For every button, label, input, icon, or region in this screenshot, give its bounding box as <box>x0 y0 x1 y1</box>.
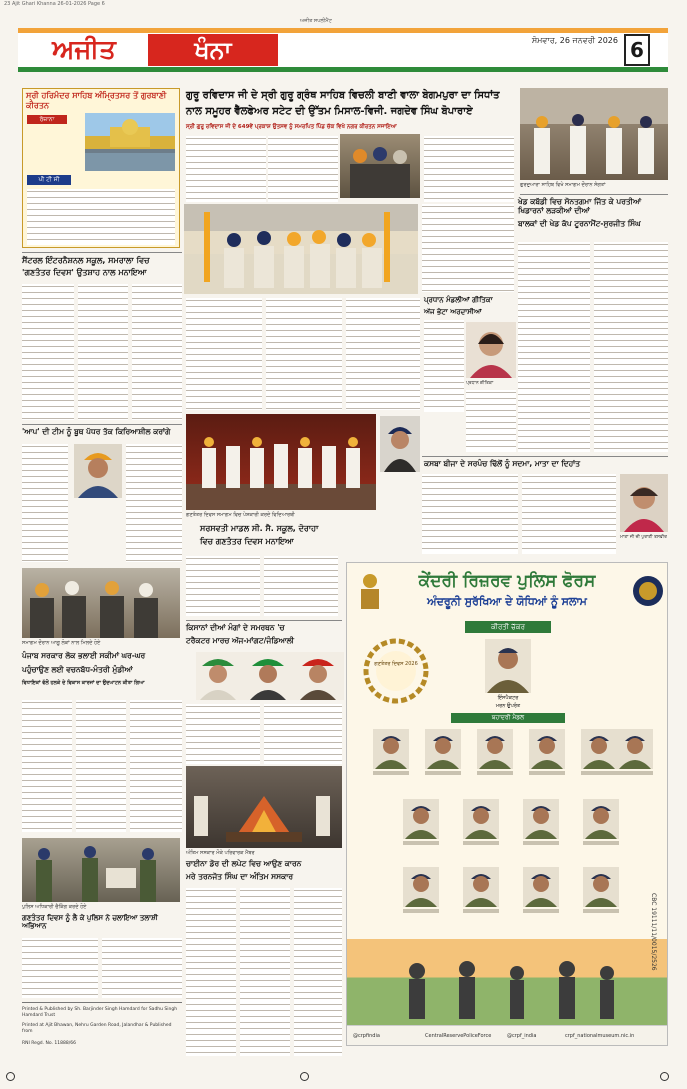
divider-aap <box>22 424 182 425</box>
man-portrait-photo <box>380 416 420 472</box>
officer-grid <box>363 727 653 937</box>
punjab-govt-body-col3 <box>130 700 182 832</box>
imprint-line2: Printed at Ajit Bhawan, Nehru Garden Road, Jalandhar & Published from <box>22 1023 172 1034</box>
cremation-body-col2 <box>240 888 290 1056</box>
lead-body-col1 <box>186 136 266 202</box>
top-officer-portrait <box>485 639 531 693</box>
bottom-left-body-col2 <box>102 938 182 998</box>
top-officer-rank: ਮਰਨ ਉਪਰੰਤ <box>495 703 521 709</box>
divider-school <box>22 252 182 253</box>
lead-headline-line2: ਨਾਲ ਸਮੂਹਰ ਵੈੱਲਫੇਅਰ ਸਟੇਟ ਦੀ ਉੱਤਮ ਮਿਸਾਲ-ਵਿਜੀ. ਜਗਦੇਵ ਸਿੰਘ ਬੋਪਾਰਾਏ <box>186 106 473 117</box>
ad-body-text <box>27 189 175 245</box>
imprint-line3: RNI Regd. No. 11888/66 <box>22 1041 76 1046</box>
punjab-govt-event-photo <box>22 568 180 638</box>
divider-mother <box>422 456 668 457</box>
punjab-govt-body-col1 <box>22 700 72 832</box>
footer-handle-1: @crpfindia <box>353 1033 380 1039</box>
flag-green-stripe <box>18 67 668 72</box>
aap-leader-photo <box>74 444 122 498</box>
crpf-emblem-left <box>355 571 385 611</box>
saraswati-headline-line1: ਸਰਸਵਤੀ ਮਾਡਲ ਸੀ. ਸੈ. ਸਕੂਲ, ਦੋਰਾਹਾ <box>200 524 319 533</box>
pradhan-photo-caption: ਪ੍ਰਧਾਨ ਗੀਤਿਕਾ <box>466 381 494 386</box>
nagar-kirtan-photo-2 <box>184 204 418 294</box>
crpf-ad <box>346 562 668 1046</box>
registration-mark-center <box>300 1072 309 1081</box>
ad-title: ਸ੍ਰੀ ਹਰਿਮੰਦਰ ਸਾਹਿਬ ਅੰਮ੍ਰਿਤਸਰ ਤੋਂ ਗੁਰਬਾਣੀ ਕੀਰਤਨ <box>26 91 167 110</box>
cremation-caption: ਅੰਤਿਮ ਸਸਕਾਰ ਮੌਕੇ ਪਰਿਵਾਰਕ ਮੈਂਬਰ <box>186 850 255 856</box>
gallantry-banner: ਬਹਾਦਰੀ ਮੈਡਲ <box>451 713 565 723</box>
crpf-subtitle: ਅੰਦਰੂਨੀ ਸੁਰੱਖਿਆ ਦੇ ਯੋਧਿਆਂ ਨੂੰ ਸਲਾਮ <box>427 595 587 608</box>
pradhan-headline-line2: ਅੱਜ ਭੇਟਾ ਅਰਦਾਸੀਆਂ <box>424 308 482 316</box>
footer-handle-3: @crpf_india <box>507 1033 537 1039</box>
punjab-govt-subhead: ਵਿਧਾਇਕਾਂ ਵੱਲੋਂ ਹਲਕੇ ਦੇ ਵਿਕਾਸ ਕਾਰਜਾਂ ਦਾ ਉਦਘਾਟਨ ਕੀਤਾ ਗਿਆ <box>22 680 145 686</box>
registration-mark-right <box>660 1072 669 1081</box>
saraswati-body-col1 <box>186 556 260 616</box>
lead-subhead: ਸ੍ਰੀ ਗੁਰੂ ਰਵਿਦਾਸ ਜੀ ਦੇ 649ਵੇਂ ਪ੍ਰਕਾਸ਼ ਉਤਸਵ ਨੂੰ ਸਮਰਪਿਤ ਪਿੰਡ ਚੱਕ ਵਿਖੇ ਨਗਰ ਕੀਰਤਨ ਸਜਾਇਆ <box>186 124 397 130</box>
sports-body-col1 <box>518 242 590 452</box>
aap-headline: 'ਆਪ' ਦੀ ਟੀਮ ਨੂੰ ਬੂਥ ਪੱਧਰ ਤੱਕ ਕਿਰਿਆਸ਼ੀਲ ਕਰਾਂਗੇ <box>22 427 171 436</box>
kisan-headline-line1: ਕਿਸਾਨਾਂ ਦੀਆਂ ਮੰਗਾਂ ਦੇ ਸਮਰਥਨ 'ਚ <box>186 623 285 632</box>
mother-photo-caption: ਮਾਤਾ ਜੀ ਦੀ ਪੁਰਾਣੀ ਤਸਵੀਰ <box>620 535 667 540</box>
aap-body-col1 <box>22 444 68 562</box>
punjab-govt-headline-line1: ਪੰਜਾਬ ਸਰਕਾਰ ਲੋਕ ਭਲਾਈ ਸਕੀਮਾਂ ਘਰ-ਘਰ <box>22 651 146 660</box>
lead-headline-line1: ਗੁਰੂ ਰਵਿਦਾਸ ਜੀ ਦੇ ਸ੍ਰੀ ਗੁਰੂ ਗ੍ਰੰਥ ਸਾਹਿਬ ਵਿਚਲੀ ਬਾਣੀ ਵਾਲਾ ਬੇਗਮਪੁਰਾ ਦਾ ਸਿਧਾਂਤ <box>186 90 500 101</box>
registration-mark-left <box>6 1072 15 1081</box>
school-body-col2 <box>78 284 128 420</box>
punjab-govt-caption: ਸਮਾਗਮ ਦੌਰਾਨ ਆਗੂ ਲੋਕਾਂ ਨਾਲ ਮਿਲਦੇ ਹੋਏ <box>22 640 101 646</box>
lead-body-col3 <box>424 136 514 202</box>
kisan-body-col1 <box>186 704 260 764</box>
pradhan-body <box>424 320 464 412</box>
crpf-title: ਕੇਂਦਰੀ ਰਿਜ਼ਰਵ ਪੁਲਿਸ ਫੋਰਸ <box>418 571 596 591</box>
police-caption: ਪੁਲਿਸ ਅਧਿਕਾਰੀ ਚੈਕਿੰਗ ਕਰਦੇ ਹੋਏ <box>22 904 87 910</box>
saraswati-body-col2 <box>264 556 338 616</box>
gurbani-ad <box>22 88 180 248</box>
lead-body-col2 <box>268 136 338 202</box>
cremation-headline-line2: ਮਰੇ ਤਰਨਜੋਤ ਸਿੰਘ ਦਾ ਅੰਤਿਮ ਸਸਕਾਰ <box>186 872 294 881</box>
file-info-strip: 23 Ajit Ghari Khanna 26-01-2026 Page 6 <box>4 1 105 7</box>
mid-column-body-2 <box>266 298 342 410</box>
cremation-headline-line1: ਚਾਈਨਾ ਡੋਰ ਦੀ ਲਪੇਟ ਵਿਚ ਆਉਣ ਕਾਰਨ <box>186 859 302 868</box>
ad-tag-ptc: ਪੀ ਟੀ ਸੀ <box>27 175 71 185</box>
imprint-line1: Printed & Published by Sh. Barjinder Singh Hamdard for Sadhu Singh Hamdard Trust <box>22 1007 178 1018</box>
mid-column-body <box>186 298 262 410</box>
page-number: 6 <box>624 34 650 66</box>
divider-sports <box>520 194 668 195</box>
top-officer-label: ਇੰਸਪੈਕਟਰ <box>497 695 519 701</box>
republic-day-dance-photo <box>186 414 376 510</box>
school-headline-line2: 'ਗਣਤੰਤਰ ਦਿਵਸ' ਉਤਸ਼ਾਹ ਨਾਲ ਮਨਾਇਆ <box>22 268 147 277</box>
bottom-left-headline: ਗਣਤੰਤਰ ਦਿਵਸ ਨੂੰ ਲੈ ਕੇ ਪੁਲਿਸ ਨੇ ਚਲਾਇਆ ਤਲਾਸ਼ੀ ਅਭਿਆਨ <box>22 914 158 931</box>
school-headline-line1: ਸੈਂਟਰਲ ਇੰਟਰਨੈਸ਼ਨਲ ਸਕੂਲ, ਸਮਰਾਲਾ ਵਿਚ <box>22 256 150 265</box>
ad-tag-daily: ਰੋਜ਼ਾਨਾ <box>27 115 67 124</box>
mother-portrait-photo <box>620 474 668 532</box>
bottom-left-body-col1 <box>22 938 98 998</box>
mother-death-body <box>522 474 616 554</box>
punjab-govt-body-col2 <box>76 700 126 832</box>
cremation-body-col3 <box>294 888 342 1056</box>
kirti-chakra-banner: ਕੀਰਤੀ ਚੱਕਰ <box>465 621 551 633</box>
divider-kisan <box>186 620 342 621</box>
footer-handle-2: CentralReservePoliceForce <box>425 1033 492 1039</box>
soldier-silhouettes <box>377 951 639 1023</box>
sports-body-col2 <box>594 242 668 452</box>
saraswati-headline-line2: ਵਿਚ ਗਣਤੰਤਰ ਦਿਵਸ ਮਨਾਇਆ <box>200 537 294 546</box>
lead-body-col4 <box>422 204 514 292</box>
kisan-headline-line2: ਟਰੈਕਟਰ ਮਾਰਚ ਅੱਜ-ਮਾਂਗਟ/ਜੰਡਿਆਲੀ <box>186 636 294 645</box>
brand-logo: ਅਜੀਤ <box>52 35 116 65</box>
golden-temple-image <box>85 113 175 171</box>
mid-column-body-3 <box>346 298 420 410</box>
kisan-leaders-photos <box>196 652 344 700</box>
mother-death-headline: ਕਸਬਾ ਬੀਜਾ ਦੇ ਸਰਪੰਚ ਢਿੱਲੋਂ ਨੂੰ ਸਦਮਾ, ਮਾਤਾ ਦਾ ਦਿਹਾਂਤ <box>424 459 581 468</box>
issue-date: ਸੋਮਵਾਰ, 26 ਜਨਵਰੀ 2026 <box>531 36 618 45</box>
edition-label: ਅਜੀਤ ਸਪਲੀਮੈਂਟ <box>300 18 332 24</box>
medal-text: ਗਣਤੰਤਰ ਦਿਵਸ 2026 <box>374 661 418 667</box>
masthead <box>18 28 668 72</box>
crpf-emblem-right <box>631 571 665 611</box>
gurdwara-photo-caption: ਗੁਰਦੁਆਰਾ ਸਾਹਿਬ ਵਿਖੇ ਸਮਾਗਮ ਦੌਰਾਨ ਸੰਗਤਾਂ <box>520 182 606 188</box>
kisan-body-col2 <box>264 704 342 764</box>
nagar-kirtan-photo-1 <box>340 134 420 198</box>
pradhan-photo <box>466 322 516 378</box>
sports-headline-line2: ਬਾਲਕਾਂ ਦੀ ਖੇਡ ਕੱਪ ਟੂਰਨਾਮੈਂਟ-ਸੁਰਜੀਤ ਸਿੰਘ <box>518 219 641 228</box>
gurdwara-gathering-photo <box>520 88 668 180</box>
pradhan-headline-line1: ਪ੍ਰਧਾਨ ਮੰਡਲੀਆਂ ਗੀਤਿਕਾ <box>424 296 493 304</box>
police-checking-photo <box>22 838 180 902</box>
aap-body-col2 <box>126 444 182 562</box>
punjab-govt-headline-line2: ਪਹੁੰਚਾਉਣ ਲਈ ਵਚਨਬੱਧ-ਮੰਤਰੀ ਮੁੰਡੀਆਂ <box>22 665 133 674</box>
imprint-box <box>22 1002 182 1056</box>
mid-right-body <box>422 474 518 554</box>
crpf-code: CBC 19111/11/0015/2526 <box>650 893 657 971</box>
footer-handle-4: crpf_nationalmuseum.nic.in <box>565 1033 635 1039</box>
cremation-body-col1 <box>186 888 236 1056</box>
cremation-photo <box>186 766 342 848</box>
school-body-col1 <box>22 284 74 420</box>
pradhan-body-2 <box>466 390 516 452</box>
sports-headline-line1: ਖੇਡ ਕਬੱਡੀ ਵਿਚ ਸੋਨਤਗਮਾ ਜਿੱਤ ਕੇ ਪਰਤੀਆਂ ਖਿਡਾਰਨਾਂ ਲੜਕੀਆਂ ਦੀਆਂ <box>518 197 642 215</box>
republic-day-caption: ਗਣਤੰਤਰ ਦਿਵਸ ਸਮਾਗਮ ਵਿਚ ਪੇਸ਼ਕਾਰੀ ਕਰਦੇ ਵਿਦਿਆਰਥੀ <box>186 512 295 518</box>
school-body-col3 <box>132 284 182 420</box>
city-banner: ਖੰਨਾ <box>148 34 278 66</box>
flag-saffron-stripe <box>18 28 668 33</box>
crpf-footer-bar <box>347 1025 668 1046</box>
